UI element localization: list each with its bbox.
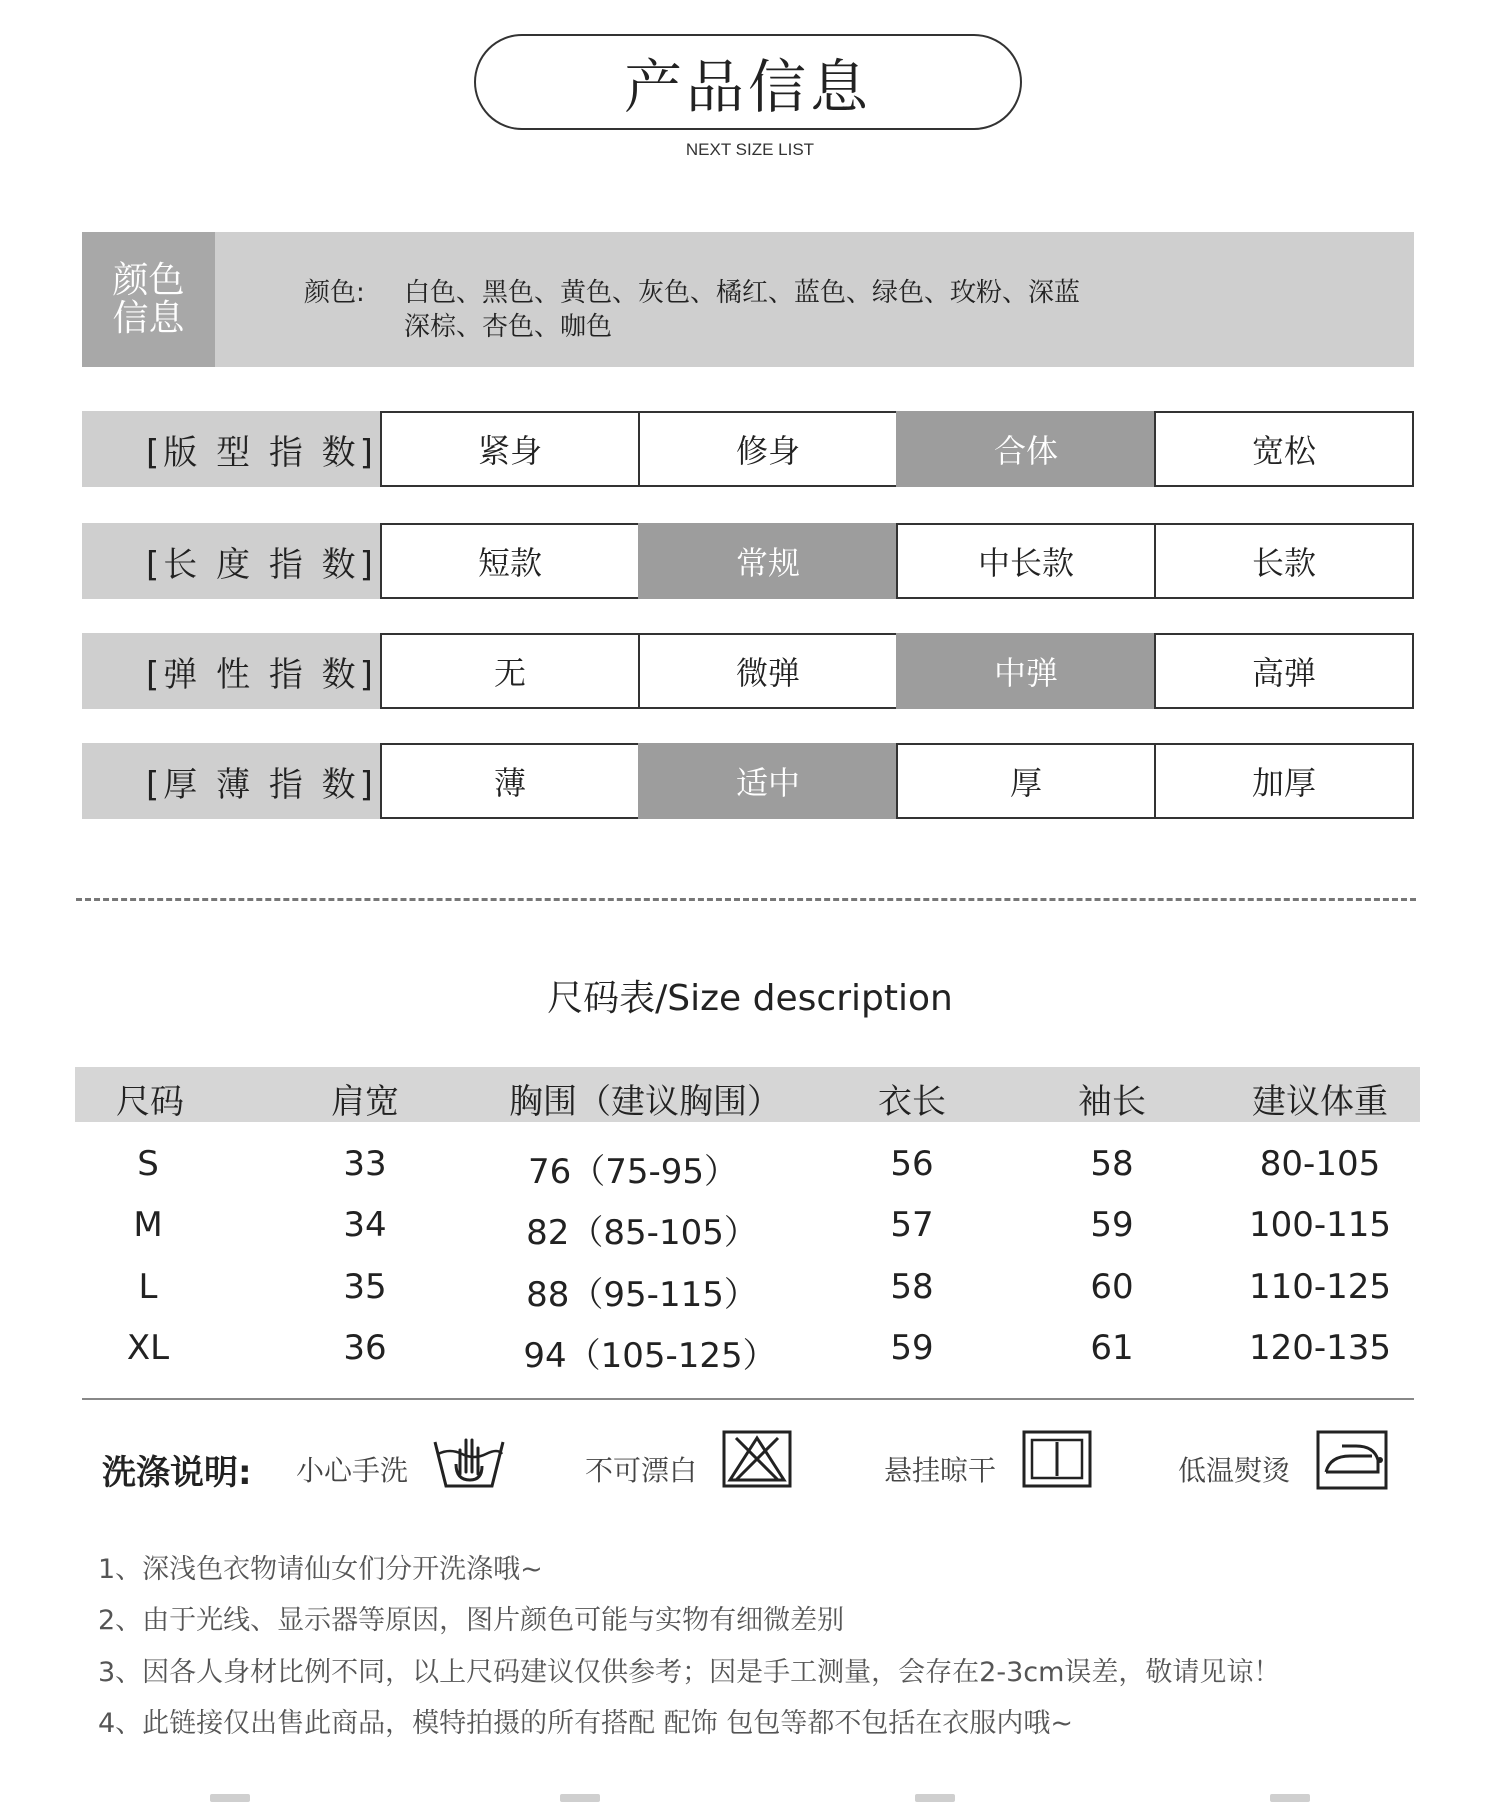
table-cell: 33: [343, 1144, 387, 1184]
size-header-sleeve: 袖长: [1078, 1082, 1146, 1122]
table-cell: S: [137, 1144, 159, 1184]
color-info-tag: [82, 232, 215, 367]
table-cell: 76（75-95）: [527, 1152, 739, 1192]
length-option: 中长款: [896, 523, 1156, 599]
elasticity-option: 高弹: [1154, 633, 1414, 709]
table-cell: 36: [343, 1328, 387, 1368]
note-3: 3、因各人身材比例不同，以上尺码建议仅供参考；因是手工测量，会存在2-3cm误差，敬请见谅！: [98, 1657, 1281, 1688]
elasticity-index-row: [82, 633, 1414, 709]
hand-wash-icon: [432, 1430, 506, 1494]
hang-dry-text: 悬挂晾干: [884, 1454, 997, 1487]
table-cell: 110-125: [1248, 1267, 1392, 1307]
table-cell: 59: [890, 1328, 934, 1368]
size-header-size: 尺码: [116, 1082, 184, 1122]
color-info-tag-text: 颜色信息: [112, 259, 185, 339]
length-index-row: [82, 523, 1414, 599]
elasticity-index-label: [弹 性 指 数]: [82, 633, 380, 709]
table-cell: 61: [1090, 1328, 1134, 1368]
thickness-option: 厚: [896, 743, 1156, 819]
table-cell: 60: [1090, 1267, 1134, 1307]
table-cell: 57: [890, 1205, 934, 1245]
thickness-index-label: [厚 薄 指 数]: [82, 743, 380, 819]
fit-option: 宽松: [1154, 411, 1414, 487]
elasticity-option: 微弹: [638, 633, 898, 709]
size-header-chest: 胸围（建议胸围）: [509, 1082, 781, 1122]
size-table-title: 尺码表/Size description: [547, 978, 953, 1019]
length-option: 常规: [638, 523, 898, 599]
table-cell: 80-105: [1259, 1144, 1381, 1184]
table-cell: 82（85-105）: [526, 1213, 758, 1253]
bottom-decoration: [0, 1790, 1500, 1804]
dashed-divider: [76, 898, 1416, 901]
table-cell: 34: [343, 1205, 387, 1245]
table-cell: 120-135: [1248, 1328, 1392, 1368]
low-iron-text: 低温熨烫: [1178, 1454, 1291, 1487]
color-info-panel: [82, 232, 1414, 367]
no-bleach-icon: [722, 1430, 792, 1492]
length-option: 短款: [380, 523, 640, 599]
thickness-option: 薄: [380, 743, 640, 819]
thickness-index-row: [82, 743, 1414, 819]
table-cell: 58: [890, 1267, 934, 1307]
color-label: 颜色:: [304, 278, 365, 308]
hang-dry-icon: [1022, 1430, 1092, 1492]
low-iron-icon: [1316, 1430, 1388, 1494]
size-header-weight: 建议体重: [1252, 1082, 1388, 1122]
page-subtitle: NEXT SIZE LIST: [685, 140, 815, 159]
thickness-option: 加厚: [1154, 743, 1414, 819]
note-2: 2、由于光线、显示器等原因，图片颜色可能与实物有细微差别: [98, 1605, 845, 1636]
washing-label: 洗涤说明:: [102, 1453, 252, 1493]
fit-option: 修身: [638, 411, 898, 487]
table-cell: M: [133, 1205, 163, 1245]
table-cell: 88（95-115）: [526, 1275, 758, 1315]
length-option: 长款: [1154, 523, 1414, 599]
fit-index-row: [82, 411, 1414, 487]
elasticity-option: 无: [380, 633, 640, 709]
page-title: 产品信息: [474, 34, 1022, 130]
table-cell: 94（105-125）: [523, 1336, 777, 1376]
table-cell: XL: [126, 1328, 170, 1368]
table-cell: 59: [1090, 1205, 1134, 1245]
fit-index-label: [版 型 指 数]: [82, 411, 380, 487]
thickness-option: 适中: [638, 743, 898, 819]
length-index-label: [长 度 指 数]: [82, 523, 380, 599]
table-cell: 35: [343, 1267, 387, 1307]
table-bottom-line: [82, 1398, 1414, 1400]
hand-wash-text: 小心手洗: [296, 1454, 409, 1487]
color-list-line-2: 深棕、杏色、咖色: [404, 312, 613, 342]
table-cell: 56: [890, 1144, 934, 1184]
table-cell: 100-115: [1248, 1205, 1392, 1245]
fit-option: 紧身: [380, 411, 640, 487]
size-header-shoulder: 肩宽: [331, 1082, 399, 1122]
no-bleach-text: 不可漂白: [585, 1454, 698, 1487]
color-list-line-1: 白色、黑色、黄色、灰色、橘红、蓝色、绿色、玫粉、深蓝: [404, 278, 1081, 308]
size-header-length: 衣长: [878, 1082, 946, 1122]
fit-option: 合体: [896, 411, 1156, 487]
table-cell: 58: [1090, 1144, 1134, 1184]
note-4: 4、此链接仅出售此商品，模特拍摄的所有搭配 配饰 包包等都不包括在衣服内哦~: [98, 1708, 1073, 1739]
note-1: 1、深浅色衣物请仙女们分开洗涤哦~: [98, 1554, 543, 1585]
elasticity-option: 中弹: [896, 633, 1156, 709]
table-cell: L: [138, 1267, 158, 1307]
